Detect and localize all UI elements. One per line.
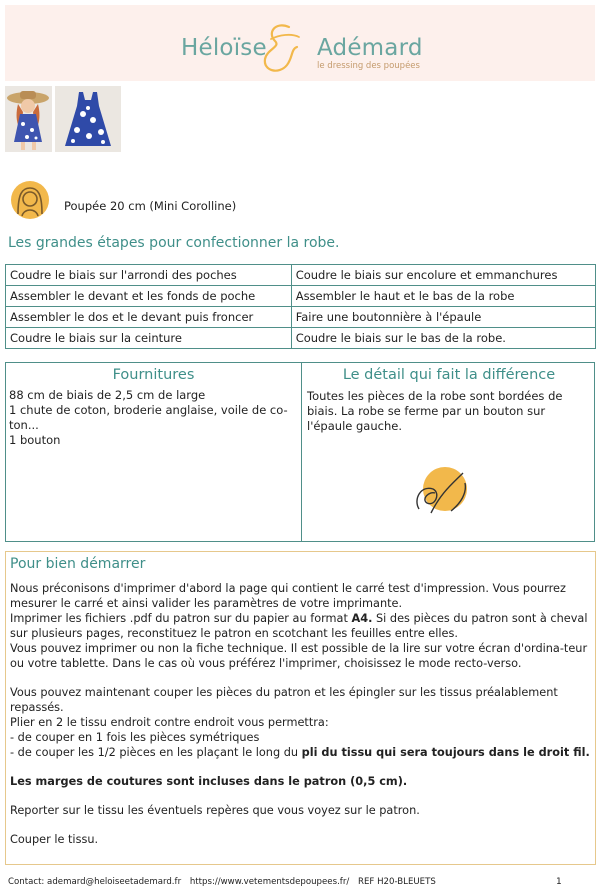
brand-name-left: Héloïse	[181, 35, 267, 61]
table-row	[6, 265, 596, 286]
table-row	[6, 328, 596, 349]
paragraph: - de couper les 1/2 pièces en les plaçant le long du pli du tissu qui sera toujours dans le droit fil.	[10, 746, 590, 759]
getting-started-title: Pour bien démarrer	[10, 556, 146, 572]
getting-started-box	[5, 551, 596, 865]
step-cell: Faire une boutonnière à l'épaule	[291, 307, 595, 328]
paragraph: Vous pouvez maintenant couper les pièces du patron et les épingler sur les tissus préalablement repassés.	[10, 686, 558, 714]
page-number: 1	[556, 877, 562, 887]
paragraph: - de couper en 1 fois les pièces symétriques	[10, 731, 260, 744]
detail-text: Toutes les pièces de la robe sont bordées de biais. La robe se ferme par un bouton sur l'épaule gauche.	[307, 389, 563, 433]
paragraph: Nous préconisons d'imprimer d'abord la page qui contient le carré test d'impression. Vous pourrez mesurer le carré et ainsi valider les paramètres de votre imprimante.	[10, 582, 566, 610]
doll-size-label: Poupée 20 cm (Mini Corolline)	[64, 199, 237, 213]
supplies-list	[9, 388, 295, 448]
supplies-title: Fournitures	[112, 367, 195, 383]
step-cell: Assembler le haut et le bas de la robe	[291, 286, 595, 307]
header-banner	[5, 5, 595, 81]
detail-title: Le détail qui fait la différence	[342, 367, 556, 383]
footer-contact: Contact: ademard@heloiseetademard.fr	[8, 877, 182, 887]
doll-photo	[5, 86, 52, 152]
steps-table	[5, 264, 596, 349]
needle-thread-icon	[411, 463, 471, 523]
footer	[8, 877, 442, 887]
supply-line: 1 bouton	[9, 433, 61, 447]
doll-face-icon	[10, 180, 50, 220]
paragraph: Plier en 2 le tissu endroit contre endroit vous permettra:	[10, 716, 329, 729]
step-cell: Coudre le biais sur encolure et emmanchures	[291, 265, 595, 286]
step-cell: Coudre le biais sur l'arrondi des poches	[6, 265, 292, 286]
footer-ref: REF H20-BLEUETS	[358, 877, 436, 887]
getting-started-body	[10, 581, 592, 847]
step-cell: Coudre le biais sur la ceinture	[6, 328, 292, 349]
divider	[301, 363, 302, 541]
table-row	[6, 286, 596, 307]
step-cell: Coudre le biais sur le bas de la robe.	[291, 328, 595, 349]
supply-line: 88 cm de biais de 2,5 cm de large	[9, 388, 206, 402]
paragraph: Couper le tissu.	[10, 833, 99, 846]
steps-title: Les grandes étapes pour confectionner la robe.	[8, 235, 340, 251]
paragraph: Reporter sur le tissu les éventuels repères que vous voyez sur le patron.	[10, 804, 420, 817]
brand-tagline: le dressing des poupées	[317, 61, 420, 71]
supply-line: ton...	[9, 418, 39, 432]
supplies-and-detail-box	[5, 362, 595, 542]
step-cell: Assembler le devant et les fonds de poche	[6, 286, 292, 307]
paragraph: Imprimer les fichiers .pdf du patron sur du papier au format A4. Si des pièces du patron sont à cheval sur plusieurs pages, reconstituez le patron en scotchant les feuilles entre elles.	[10, 612, 588, 640]
dress-photo	[55, 86, 121, 152]
footer-url[interactable]: https://www.vetementsdepoupees.fr/	[189, 877, 350, 887]
supply-line: 1 chute de coton, broderie anglaise, voile de co-	[9, 403, 288, 417]
paragraph: Les marges de coutures sont incluses dans le patron (0,5 cm).	[10, 775, 408, 788]
table-row	[6, 307, 596, 328]
brand-name-right: Adémard	[317, 35, 423, 61]
brand-logo	[181, 35, 423, 61]
paragraph: Vous pouvez imprimer ou non la fiche technique. Il est possible de la lire sur votre écran d'ordina-teur ou votre tablette. Dans le cas où vous préférez l'imprimer, choisissez le mode recto-verso.	[10, 642, 588, 670]
step-cell: Assembler le dos et le devant puis froncer	[6, 307, 292, 328]
